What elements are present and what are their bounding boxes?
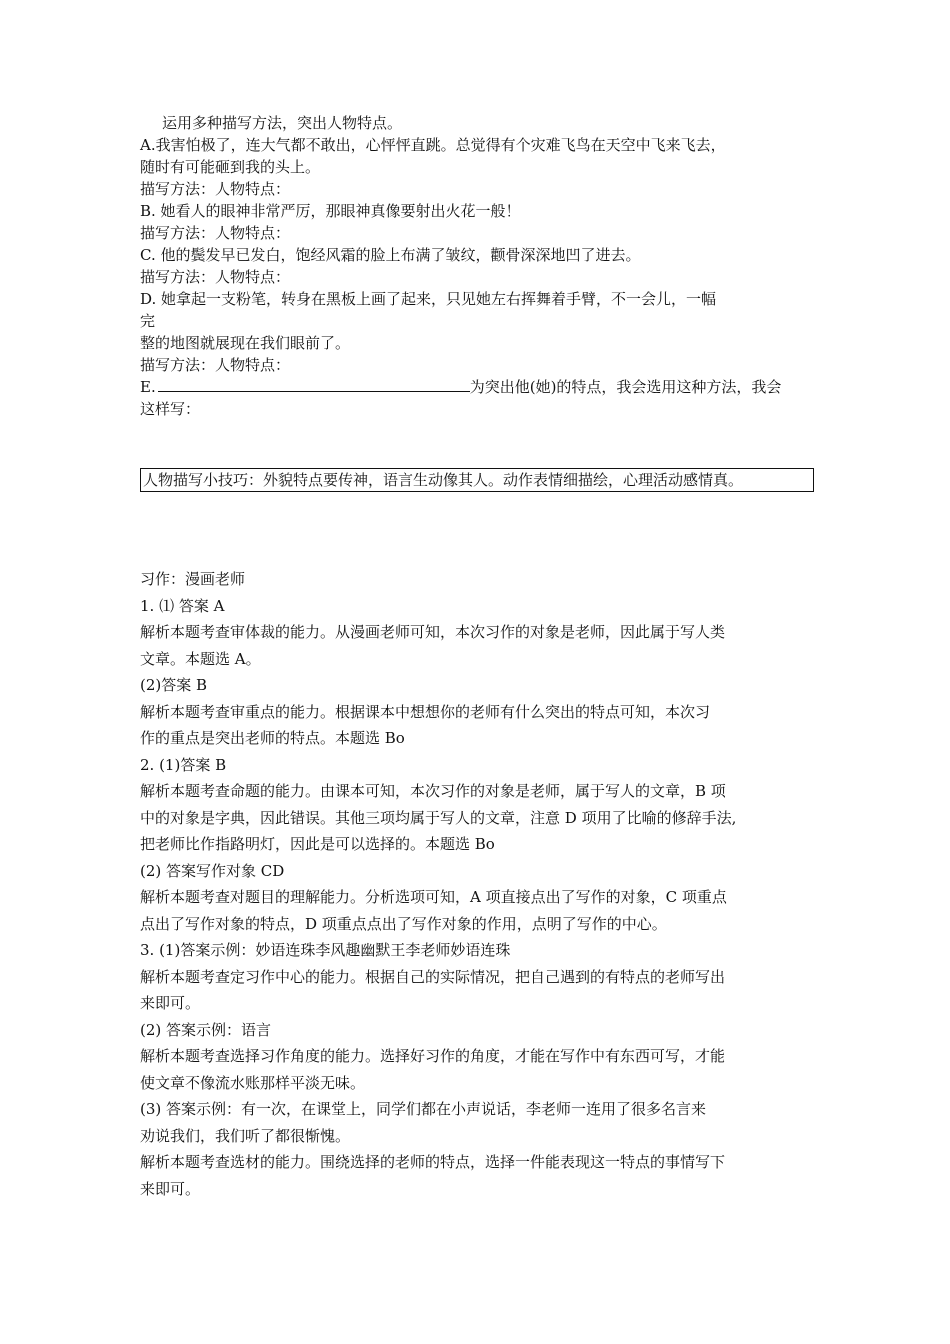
item-d-method: 描写方法：人物特点：: [140, 356, 291, 374]
q3-2-explanation-1: 解析本题考查选择习作角度的能力。选择好习作的角度，才能在写作中有东西可写，才能: [140, 1047, 726, 1065]
q1-2-answer: (2)答案 B: [140, 676, 208, 694]
item-d-line-3: 整的地图就展现在我们眼前了。: [140, 334, 351, 352]
item-d-line-1: D. 她拿起一支粉笔，转身在黑板上画了起来，只见她左右挥舞着手臂，不一会儿，一幅: [140, 290, 717, 308]
q3-3-answer-2: 劝说我们，我们听了都很惭愧。: [140, 1126, 351, 1145]
q2-2-answer: (2) 答案写作对象 CD: [140, 861, 285, 880]
q3-1-explanation-1: 解析本题考查定习作中心的能力。根据自己的实际情况，把自己遇到的有特点的老师写出: [140, 967, 726, 986]
q3-2-explanation-2: 使文章不像流水账那样平淡无味。: [140, 1073, 366, 1092]
q2-2-explanation-2: 点出了写作对象的特点，D 项重点点出了写作对象的作用，点明了写作的中心。: [140, 914, 667, 933]
q3-3-answer-1: (3) 答案示例：有一次，在课堂上，同学们都在小声说话，李老师一连用了很多名言来: [140, 1100, 707, 1118]
item-b-method: 描写方法：人物特点：: [140, 224, 291, 242]
item-e-prefix: E.: [140, 378, 156, 396]
q3-1-answer: 3. (1)答案示例：妙语连珠李风趣幽默王李老师妙语连珠: [140, 941, 511, 959]
item-e-line-1: [140, 376, 820, 398]
item-e-suffix: 为突出他(她)的特点，我会选用这种方法，我会: [469, 378, 782, 396]
item-b-line: B. 她看人的眼神非常严厉，那眼神真像要射出火花一般！: [140, 202, 521, 220]
q1-1-explanation-2: 文章。本题选 A。: [140, 649, 261, 668]
q1-2-explanation-1: 解析本题考查审重点的能力。根据课本中想想你的老师有什么突出的特点可知，本次习: [140, 702, 711, 721]
q3-2-answer: (2) 答案示例：语言: [140, 1020, 272, 1039]
q3-1-explanation-2: 来即可。: [140, 994, 201, 1012]
answers-title: 习作：漫画老师: [140, 570, 246, 588]
item-d-line-2: 完: [140, 312, 156, 330]
item-c-line: C. 他的鬓发早已发白，饱经风霜的脸上布满了皱纹，颧骨深深地凹了进去。: [140, 246, 641, 264]
q3-3-explanation-1: 解析本题考查选材的能力。围绕选择的老师的特点，选择一件能表现这一特点的事情写下: [140, 1153, 726, 1171]
q2-1-answer: 2. (1)答案 B: [140, 755, 227, 774]
q2-1-explanation-3: 把老师比作指路明灯，因此是可以选择的。本题选 Bo: [140, 835, 495, 853]
q3-3-explanation-2: 来即可。: [140, 1179, 201, 1198]
item-e-blank[interactable]: [158, 377, 470, 392]
q2-2-explanation-1: 解析本题考查对题目的理解能力。分析选项可知，A 项直接点出了写作的对象，C 项重点: [140, 888, 727, 906]
tip-box: 人物描写小技巧：外貌特点要传神，语言生动像其人。动作表情细描绘，心理活动感情真。: [140, 468, 814, 492]
answers-section: [140, 566, 820, 1202]
item-a-line-2: 随时有可能砸到我的头上。: [140, 158, 321, 176]
document-page: [140, 112, 820, 1202]
item-c-method: 描写方法：人物特点：: [140, 268, 291, 286]
q1-1-explanation-1: 解析本题考查审体裁的能力。从漫画老师可知，本次习作的对象是老师，因此属于写人类: [140, 623, 726, 641]
item-a-line-1: A.我害怕极了，连大气都不敢出，心怦怦直跳。总觉得有个灾难飞鸟在天空中飞来飞去，: [140, 136, 726, 154]
exercise-intro: 运用多种描写方法，突出人物特点。: [162, 114, 403, 132]
item-a-method: 描写方法：人物特点：: [140, 180, 291, 198]
q2-1-explanation-1: 解析本题考查命题的能力。由课本可知，本次习作的对象是老师，属于写人的文章，B 项: [140, 782, 726, 800]
q2-1-explanation-2: 中的对象是字典，因此错误。其他三项均属于写人的文章，注意 D 项用了比喻的修辞手法,: [140, 808, 737, 827]
q1-1-answer: 1. ⑴ 答案 A: [140, 596, 225, 615]
item-e-line-2: 这样写：: [140, 400, 201, 418]
q1-2-explanation-2: 作的重点是突出老师的特点。本题选 Bo: [140, 729, 405, 747]
exercise-section: [140, 112, 820, 420]
